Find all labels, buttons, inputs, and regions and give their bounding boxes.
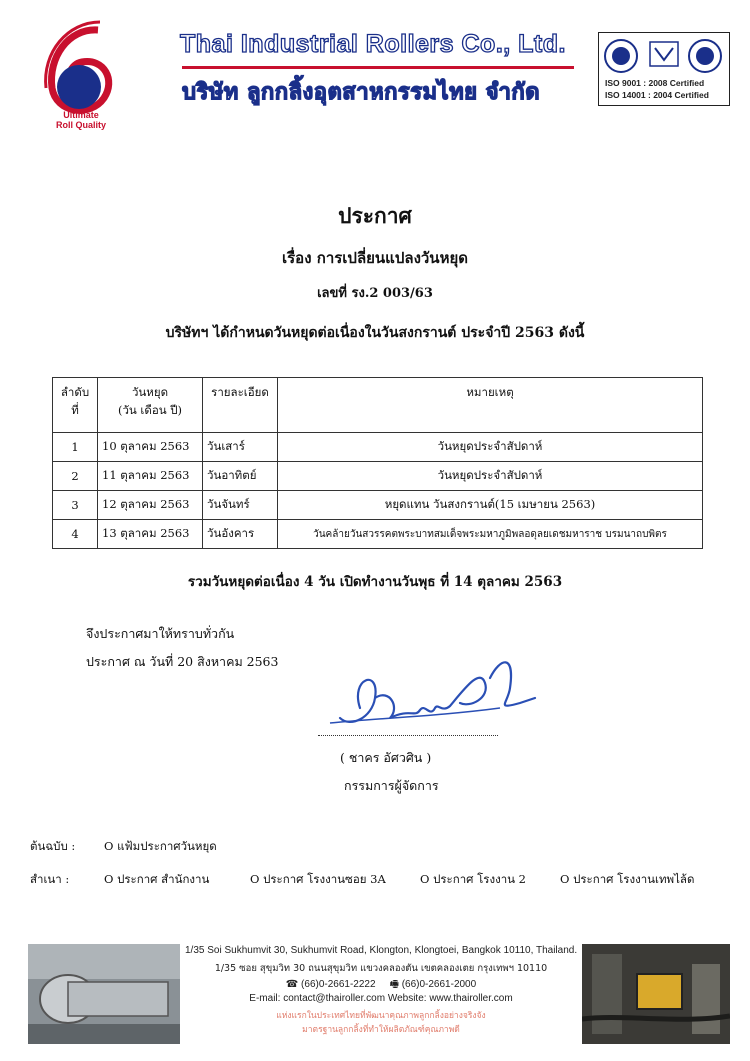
row-desc: วันจันทร์	[203, 491, 278, 520]
factory-machine-photo	[582, 944, 730, 1044]
row-note: หยุดแทน วันสงกรานต์(15 เมษายน 2563)	[278, 491, 703, 520]
row-date: 10 ตุลาคม 2563	[98, 433, 203, 462]
factory-roller-photo	[28, 944, 180, 1044]
footer-contact-numbers	[185, 977, 577, 994]
table-row	[53, 491, 703, 520]
footer-address-th: 1/35 ซอย สุขุมวิท 30 ถนนสุขุมวิท แขวงคลองตัน เขตคลองเตย กรุงเทพฯ 10110	[214, 963, 548, 974]
copy-item: O ประกาศ โรงงานเทพไล้ด	[560, 872, 695, 886]
row-note: วันหยุดประจำสัปดาห์	[278, 433, 703, 462]
original-label: ต้นฉบับ :	[30, 839, 76, 853]
notice-intro: บริษัทฯ ได้กำหนดวันหยุดต่อเนื่องในวันสงกรานต์ ประจำปี 2563 ดังนี้	[165, 325, 585, 341]
footer-motto-2: มาตรฐานลูกกลิ้งที่ทำให้ผลิตภัณฑ์คุณภาพดี	[302, 1025, 460, 1035]
table-row	[53, 520, 703, 549]
certification-box	[598, 32, 730, 106]
row-no: 3	[53, 491, 98, 520]
certification-seals	[603, 36, 725, 76]
signer-name: ( ชาคร อัศวศิน )	[340, 750, 432, 765]
closing-date: ประกาศ ณ วันที่ 20 สิงหาคม 2563	[86, 654, 279, 669]
row-desc: วันอังคาร	[203, 520, 278, 549]
copy-item: O ประกาศ โรงงานซอย 3A	[250, 872, 386, 886]
footer-motto-1: แห่งแรกในประเทศไทยที่พัฒนาคุณภาพลูกกลิ้งอย่างจริงจัง	[276, 1011, 486, 1021]
footer-address-en: 1/35 Soi Sukhumvit 30, Sukhumvit Road, Klongton, Klongtoei, Bangkok 10110, Thailand.	[185, 945, 578, 956]
header-no: ลำดับ ที่	[53, 378, 98, 433]
notice-title: ประกาศ	[338, 203, 412, 228]
copy-item: O ประกาศ โรงงาน 2	[420, 872, 526, 886]
notice-number: เลขที่ รง.2 003/63	[317, 286, 433, 301]
row-desc: วันเสาร์	[203, 433, 278, 462]
row-no: 1	[53, 433, 98, 462]
header-date: วันหยุด (วัน เดือน ปี)	[98, 378, 203, 433]
holiday-table	[52, 377, 703, 549]
footer-fax: (66)0-2661-2000	[401, 979, 477, 990]
header-desc: รายละเอียด	[203, 378, 278, 433]
company-name-en: Thai Industrial Rollers Co., Ltd.	[180, 30, 566, 58]
row-date: 13 ตุลาคม 2563	[98, 520, 203, 549]
original-value: O แฟ้มประกาศวันหยุด	[104, 839, 217, 853]
logo-tagline: Ultimate Roll Quality	[55, 110, 106, 130]
table-row	[53, 433, 703, 462]
copy-item: O ประกาศ สำนักงาน	[104, 872, 210, 886]
table-header-row	[53, 378, 703, 433]
header-note: หมายเหตุ	[278, 378, 703, 433]
handwritten-signature	[320, 648, 550, 738]
closing-line-1: จึงประกาศมาให้ทราบทั่วกัน	[86, 626, 235, 641]
row-note: วันหยุดประจำสัปดาห์	[278, 462, 703, 491]
fax-icon: 🖷	[389, 979, 399, 990]
notice-subject: เรื่อง การเปลี่ยนแปลงวันหยุด	[282, 249, 468, 267]
row-no: 4	[53, 520, 98, 549]
footer-email-website: E-mail: contact@thairoller.com Website: www.thairoller.com	[249, 993, 513, 1004]
table-row	[53, 462, 703, 491]
row-date: 12 ตุลาคม 2563	[98, 491, 203, 520]
footer-phone: (66)0-2661-2222	[301, 979, 376, 990]
company-name-th: บริษัท ลูกกลิ้งอุตสาหกรรมไทย จำกัด	[182, 80, 540, 105]
row-no: 2	[53, 462, 98, 491]
row-note: วันคล้ายวันสวรรคตพระบาทสมเด็จพระมหาภูมิพลอดุลยเดชมหาราช บรมนาถบพิตร	[278, 520, 703, 549]
row-desc: วันอาทิตย์	[203, 462, 278, 491]
signer-position: กรรมการผู้จัดการ	[344, 778, 439, 793]
signature-line	[318, 735, 498, 736]
holiday-summary: รวมวันหยุดต่อเนื่อง 4 วัน เปิดทำงานวันพุธ ที่ 14 ตุลาคม 2563	[187, 574, 563, 590]
phone-icon: ☎	[285, 979, 299, 990]
company-rule	[182, 66, 574, 69]
copy-label: สำเนา :	[30, 872, 70, 886]
row-date: 11 ตุลาคม 2563	[98, 462, 203, 491]
cert-iso9001: ISO 9001 : 2008 Certified	[605, 78, 705, 88]
cert-iso14001: ISO 14001 : 2004 Certified	[605, 90, 709, 100]
